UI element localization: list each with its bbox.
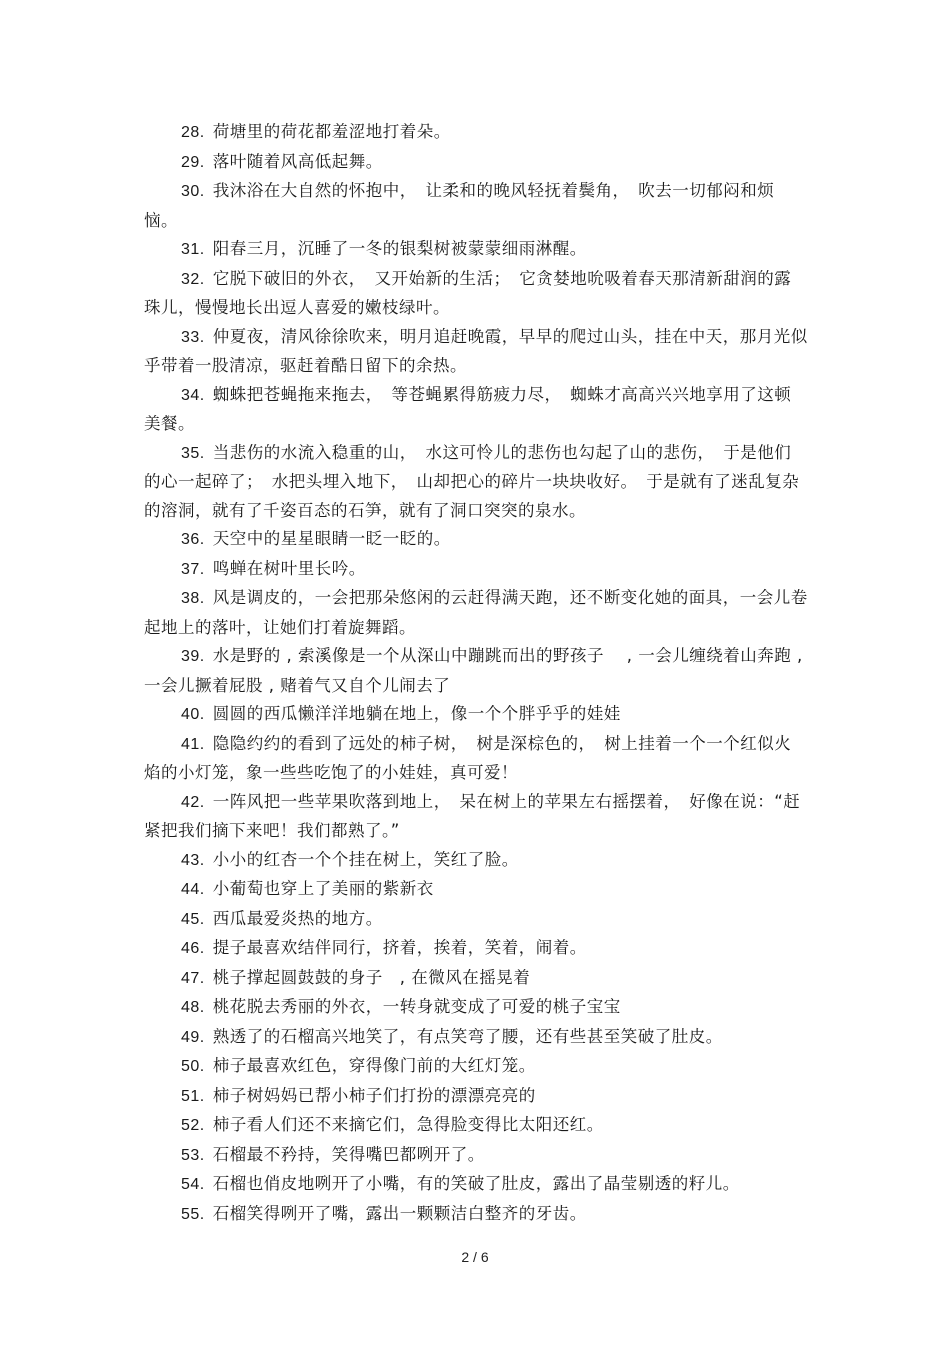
item-text: 一阵风把一些苹果吹落到地上， 呆在树上的苹果左右摇摆着， 好像在说：“赶紧把我们摘下来吧！我们都熟了。” <box>144 791 801 840</box>
item-text: 水是野的 , 索溪像是一个从深山中蹦跳而出的野孩子 , 一会儿缠绕着山奔跑 , 一会儿撅着屁股 , 赌着气又自个儿闹去了 <box>144 646 803 695</box>
item-number: 38. <box>181 590 205 607</box>
list-item <box>144 1170 808 1200</box>
page-number: 2 / 6 <box>461 1249 489 1265</box>
item-number: 31. <box>181 241 205 258</box>
item-text: 鸣蝉在树叶里长吟。 <box>212 558 366 578</box>
item-text: 荷塘里的荷花都羞涩地打着朵。 <box>212 122 451 141</box>
list-item <box>144 323 808 381</box>
item-number: 42. <box>181 793 205 811</box>
item-number: 47. <box>181 969 205 987</box>
item-number: 46. <box>181 940 205 957</box>
item-number: 44. <box>181 881 205 898</box>
list-item <box>144 934 808 964</box>
list-item <box>144 235 808 265</box>
list-item <box>144 642 808 700</box>
item-text: 石榴也俏皮地咧开了小嘴，有的笑破了肚皮，露出了晶莹剔透的籽儿。 <box>212 1174 740 1193</box>
item-text: 小葡萄也穿上了美丽的紫新衣 <box>212 879 434 898</box>
list-item <box>144 1023 808 1053</box>
item-number: 48. <box>181 999 205 1016</box>
sentence-list <box>144 118 808 1229</box>
list-item <box>144 381 808 439</box>
list-item <box>144 730 808 788</box>
item-text: 柿子看人们还不来摘它们，急得脸变得比太阳还红。 <box>212 1115 604 1134</box>
item-text: 柿子最喜欢红色，穿得像门前的大红灯笼。 <box>212 1056 536 1075</box>
list-item <box>144 439 808 526</box>
item-number: 32. <box>181 270 205 288</box>
item-number: 34. <box>181 386 205 404</box>
list-item <box>144 177 808 235</box>
item-number: 49. <box>181 1028 205 1046</box>
list-item <box>144 1052 808 1082</box>
item-text: 隐隐约约的看到了远处的柿子树， 树是深棕色的， 树上挂着一个一个红似火焰的小灯笼，象一些些吃饱了的小娃娃，真可爱！ <box>144 733 792 782</box>
list-item <box>144 265 808 323</box>
item-number: 39. <box>181 648 205 665</box>
item-text: 天空中的星星眼睛一眨一眨的。 <box>212 529 451 548</box>
list-item <box>144 525 808 555</box>
list-item <box>144 846 808 876</box>
item-text: 当悲伤的水流入稳重的山， 水这可怜儿的悲伤也勾起了山的悲伤， 于是他们的心一起碎了； 水把头埋入地下， 山却把心的碎片一块块收好。 于是就有了迷乱复杂的溶洞，就有了千姿百态的石笋，就有了洞口突突的泉水。 <box>144 442 800 520</box>
item-text: 西瓜最爱炎热的地方。 <box>212 908 383 928</box>
list-item <box>144 584 808 642</box>
item-number: 52. <box>181 1117 205 1134</box>
item-text: 小小的红杏一个个挂在树上，笑红了脸。 <box>212 849 519 869</box>
item-number: 33. <box>181 328 205 346</box>
item-text: 桃子撑起圆鼓鼓的身子 , 在微风在摇晃着 <box>212 967 531 987</box>
item-number: 51. <box>181 1087 205 1105</box>
list-item <box>144 1111 808 1141</box>
list-item <box>144 905 808 935</box>
item-number: 43. <box>181 851 205 869</box>
list-item <box>144 118 808 148</box>
list-item <box>144 700 808 730</box>
item-number: 36. <box>181 531 205 548</box>
item-number: 45. <box>181 910 205 928</box>
item-text: 落叶随着风高低起舞。 <box>212 151 383 171</box>
item-number: 30. <box>181 183 205 200</box>
item-text: 我沐浴在大自然的怀抱中， 让柔和的晚风轻抚着鬓角， 吹去一切郁闷和烦恼。 <box>144 181 775 230</box>
item-number: 29. <box>181 153 205 171</box>
list-item <box>144 875 808 905</box>
list-item <box>144 1200 808 1230</box>
item-text: 仲夏夜，清风徐徐吹来，明月追赶晚霞，早早的爬过山头，挂在中天，那月光似乎带着一股清凉，驱赶着酷日留下的余热。 <box>144 326 808 375</box>
item-text: 风是调皮的，一会把那朵悠闲的云赶得满天跑，还不断变化她的面具，一会儿卷起地上的落叶，让她们打着旋舞蹈。 <box>144 588 808 637</box>
item-number: 40. <box>181 706 205 723</box>
item-text: 它脱下破旧的外衣， 又开始新的生活； 它贪婪地吮吸着春天那清新甜润的露珠儿，慢慢地长出逗人喜爱的嫩枝绿叶。 <box>144 268 792 317</box>
item-text: 圆圆的西瓜懒洋洋地躺在地上，像一个个胖乎乎的娃娃 <box>212 704 621 723</box>
list-item <box>144 964 808 994</box>
item-number: 37. <box>181 560 205 578</box>
item-text: 提子最喜欢结伴同行，挤着，挨着，笑着，闹着。 <box>212 938 587 957</box>
item-text: 石榴最不矜持，笑得嘴巴都咧开了。 <box>212 1144 485 1164</box>
item-number: 55. <box>181 1205 205 1223</box>
item-number: 35. <box>181 444 205 462</box>
item-text: 石榴笑得咧开了嘴，露出一颗颗洁白整齐的牙齿。 <box>212 1203 587 1223</box>
item-number: 54. <box>181 1176 205 1193</box>
item-text: 柿子树妈妈已帮小柿子们打扮的漂漂亮亮的 <box>212 1085 536 1105</box>
list-item <box>144 555 808 585</box>
item-number: 50. <box>181 1058 205 1075</box>
list-item <box>144 1082 808 1112</box>
list-item <box>144 1141 808 1171</box>
list-item <box>144 993 808 1023</box>
item-text: 阳春三月，沉睡了一冬的银梨树被蒙蒙细雨淋醒。 <box>212 239 587 258</box>
item-number: 41. <box>181 735 205 753</box>
item-text: 熟透了的石榴高兴地笑了，有点笑弯了腰，还有些甚至笑破了肚皮。 <box>212 1026 723 1046</box>
item-text: 蜘蛛把苍蝇拖来拖去， 等苍蝇累得筋疲力尽， 蜘蛛才高高兴兴地享用了这顿美餐。 <box>144 384 792 433</box>
item-number: 28. <box>181 124 205 141</box>
list-item <box>144 148 808 178</box>
item-text: 桃花脱去秀丽的外衣，一转身就变成了可爱的桃子宝宝 <box>212 997 621 1016</box>
item-number: 53. <box>181 1146 205 1164</box>
list-item <box>144 788 808 846</box>
